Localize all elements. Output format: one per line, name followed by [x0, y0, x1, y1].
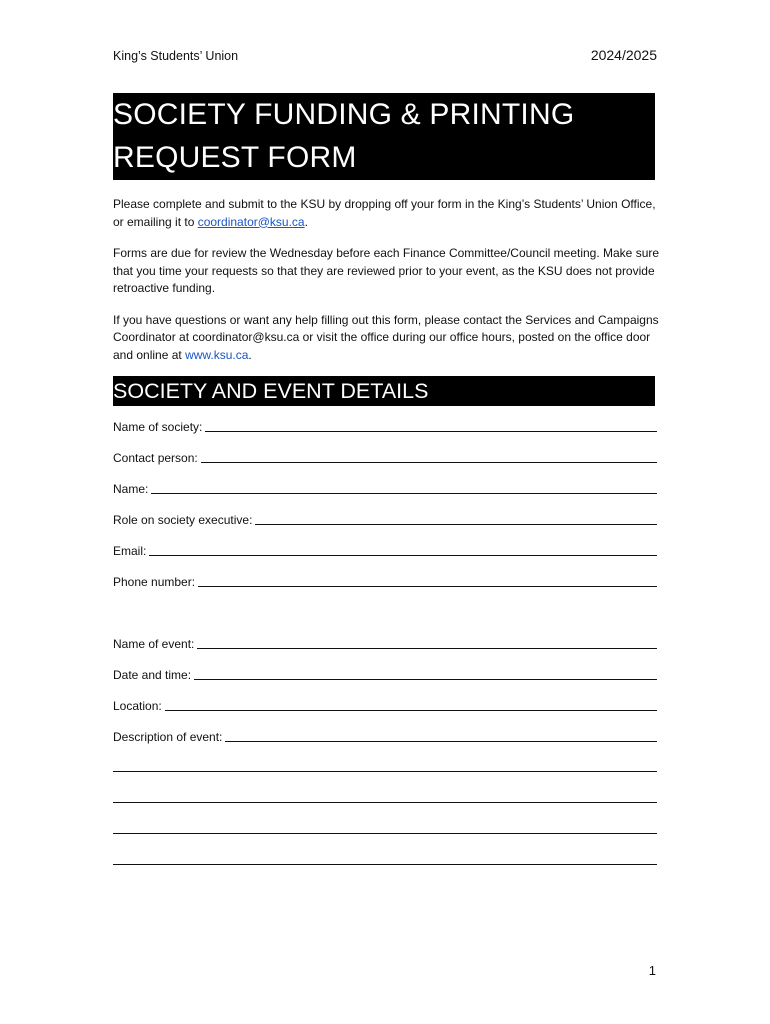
intro-p1-text: Please complete and submit to the KSU by dropping off your form in the King’s Students’ Union Office, or emailing it to — [113, 197, 656, 229]
intro-paragraph-3 — [113, 312, 661, 365]
intro-text — [113, 196, 661, 378]
location-label: Location: — [113, 699, 162, 713]
description-input-line[interactable] — [225, 741, 657, 742]
page-number: 1 — [648, 963, 656, 978]
email-field[interactable] — [113, 540, 657, 558]
coordinator-email-link[interactable]: coordinator@ksu.ca — [197, 214, 305, 229]
description-line-2[interactable] — [113, 771, 657, 772]
phone-input-line[interactable] — [198, 586, 657, 587]
society-name-field[interactable] — [113, 416, 657, 434]
description-line-3[interactable] — [113, 802, 657, 803]
phone-field[interactable] — [113, 571, 657, 589]
event-name-field[interactable] — [113, 633, 657, 651]
name-field[interactable] — [113, 478, 657, 496]
name-input-line[interactable] — [151, 493, 657, 494]
header-org: King’s Students’ Union — [113, 49, 239, 63]
date-time-field[interactable] — [113, 664, 657, 682]
role-label: Role on society executive: — [113, 513, 253, 527]
contact-person-field[interactable] — [113, 447, 657, 465]
date-time-input-line[interactable] — [194, 679, 657, 680]
form-title-line-1: SOCIETY FUNDING & PRINTING — [113, 98, 575, 131]
event-name-input-line[interactable] — [197, 648, 657, 649]
header-year: 2024/2025 — [590, 47, 657, 63]
email-label: Email: — [113, 544, 147, 558]
location-field[interactable] — [113, 695, 657, 713]
location-input-line[interactable] — [165, 710, 657, 711]
date-time-label: Date and time: — [113, 668, 192, 682]
intro-paragraph-2: Forms are due for review the Wednesday before each Finance Committee/Council meeting. Make sure that you time your requests so that they are reviewed prior to your event, as the KSU does not provide retroactive funding. — [113, 246, 660, 295]
intro-p3-end: . — [248, 347, 252, 362]
society-name-input-line[interactable] — [205, 431, 657, 432]
intro-p3-text: If you have questions or want any help filling out this form, please contact the Services and Campaigns Coordinator at coordinator@ksu.ca or visit the office during our office hours, posted on the office door and online at — [113, 312, 659, 362]
event-name-label: Name of event: — [113, 637, 195, 651]
name-label: Name: — [113, 482, 149, 496]
ksu-website-link[interactable]: www.ksu.ca — [185, 347, 249, 362]
phone-label: Phone number: — [113, 575, 196, 589]
intro-p1-end: . — [304, 214, 308, 229]
description-line-5[interactable] — [113, 864, 657, 865]
email-input-line[interactable] — [149, 555, 657, 556]
role-field[interactable] — [113, 509, 657, 527]
society-name-label: Name of society: — [113, 420, 203, 434]
contact-person-label: Contact person: — [113, 451, 198, 465]
contact-person-input-line[interactable] — [201, 462, 657, 463]
description-line-4[interactable] — [113, 833, 657, 834]
description-field[interactable] — [113, 726, 657, 744]
intro-paragraph-1 — [113, 196, 661, 231]
description-label: Description of event: — [113, 730, 223, 744]
section-heading: SOCIETY AND EVENT DETAILS — [113, 376, 655, 406]
role-input-line[interactable] — [255, 524, 657, 525]
form-title-line-2: REQUEST FORM — [113, 141, 357, 174]
form-title — [113, 93, 655, 180]
